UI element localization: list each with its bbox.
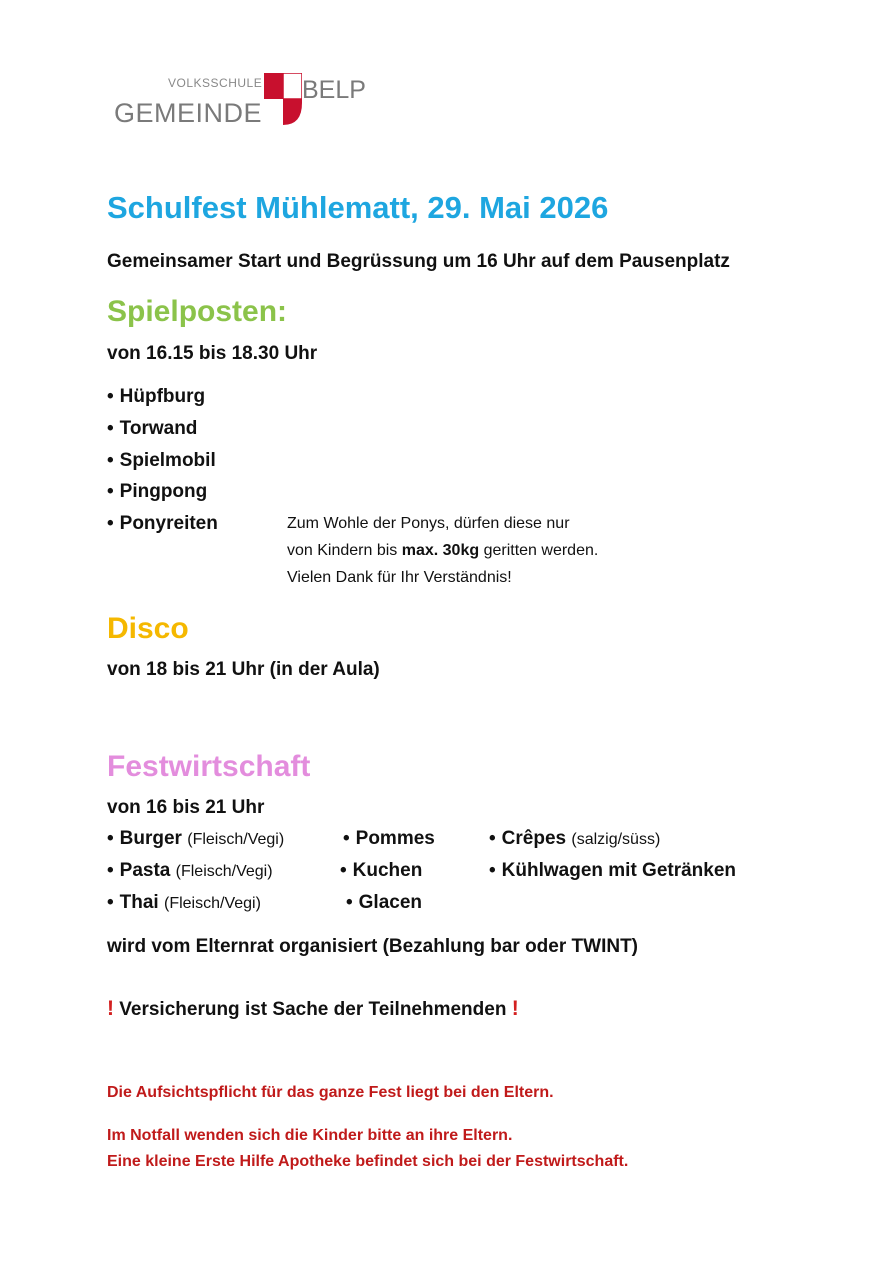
menu-item: • Kühlwagen mit Getränken: [489, 860, 737, 881]
disco-heading: Disco: [107, 612, 189, 645]
list-item: • Ponyreiten: [107, 513, 218, 534]
spielposten-heading: Spielposten:: [107, 295, 288, 328]
emergency-note: Im Notfall wenden sich die Kinder bitte an ihre Eltern.: [107, 1127, 513, 1144]
intro-text: Gemeinsamer Start und Begrüssung um 16 Uhr auf dem Pausenplatz: [107, 251, 730, 272]
page-title: Schulfest Mühlematt, 29. Mai 2026: [107, 190, 609, 225]
festwirtschaft-heading: Festwirtschaft: [107, 750, 311, 783]
festwirtschaft-time: von 16 bis 21 Uhr: [107, 797, 265, 818]
disco-time: von 18 bis 21 Uhr (in der Aula): [107, 659, 380, 680]
logo-main-text: GEMEINDE: [114, 98, 263, 128]
supervision-note: Die Aufsichtspflicht für das ganze Fest liegt bei den Eltern.: [107, 1084, 554, 1101]
pony-note-line1: Zum Wohle der Ponys, dürfen diese nur: [287, 515, 570, 532]
first-aid-note: Eine kleine Erste Hilfe Apotheke befindet sich bei der Festwirtschaft.: [107, 1153, 629, 1170]
organizer-note: wird vom Elternrat organisiert (Bezahlung bar oder TWINT): [107, 936, 638, 957]
logo-side-text: BELP: [302, 76, 366, 104]
menu-item: • Kuchen: [340, 860, 423, 881]
menu-item: • Glacen: [346, 892, 423, 913]
menu-item: • Crêpes (salzig/süss): [489, 828, 661, 849]
menu-item: • Pasta (Fleisch/Vegi): [107, 860, 273, 881]
list-item: • Hüpfburg: [107, 386, 206, 407]
pony-note-line2: von Kindern bis max. 30kg geritten werden.: [287, 542, 599, 559]
menu-item: • Thai (Fleisch/Vegi): [107, 892, 261, 913]
logo-top-text: VOLKSSCHULE: [168, 76, 263, 90]
menu-item: • Pommes: [343, 828, 435, 849]
list-item: • Spielmobil: [107, 450, 216, 471]
logo-emblem-icon: [264, 73, 302, 125]
warning-mark: !: [107, 997, 114, 1020]
school-logo: [110, 70, 370, 130]
pony-note-line3: Vielen Dank für Ihr Verständnis!: [287, 569, 512, 586]
list-item: • Pingpong: [107, 481, 208, 502]
spielposten-time: von 16.15 bis 18.30 Uhr: [107, 343, 318, 364]
insurance-note: ! Versicherung ist Sache der Teilnehmenden !: [107, 997, 519, 1020]
list-item: • Torwand: [107, 418, 198, 439]
menu-item: • Burger (Fleisch/Vegi): [107, 828, 285, 849]
warning-mark: !: [511, 997, 519, 1020]
